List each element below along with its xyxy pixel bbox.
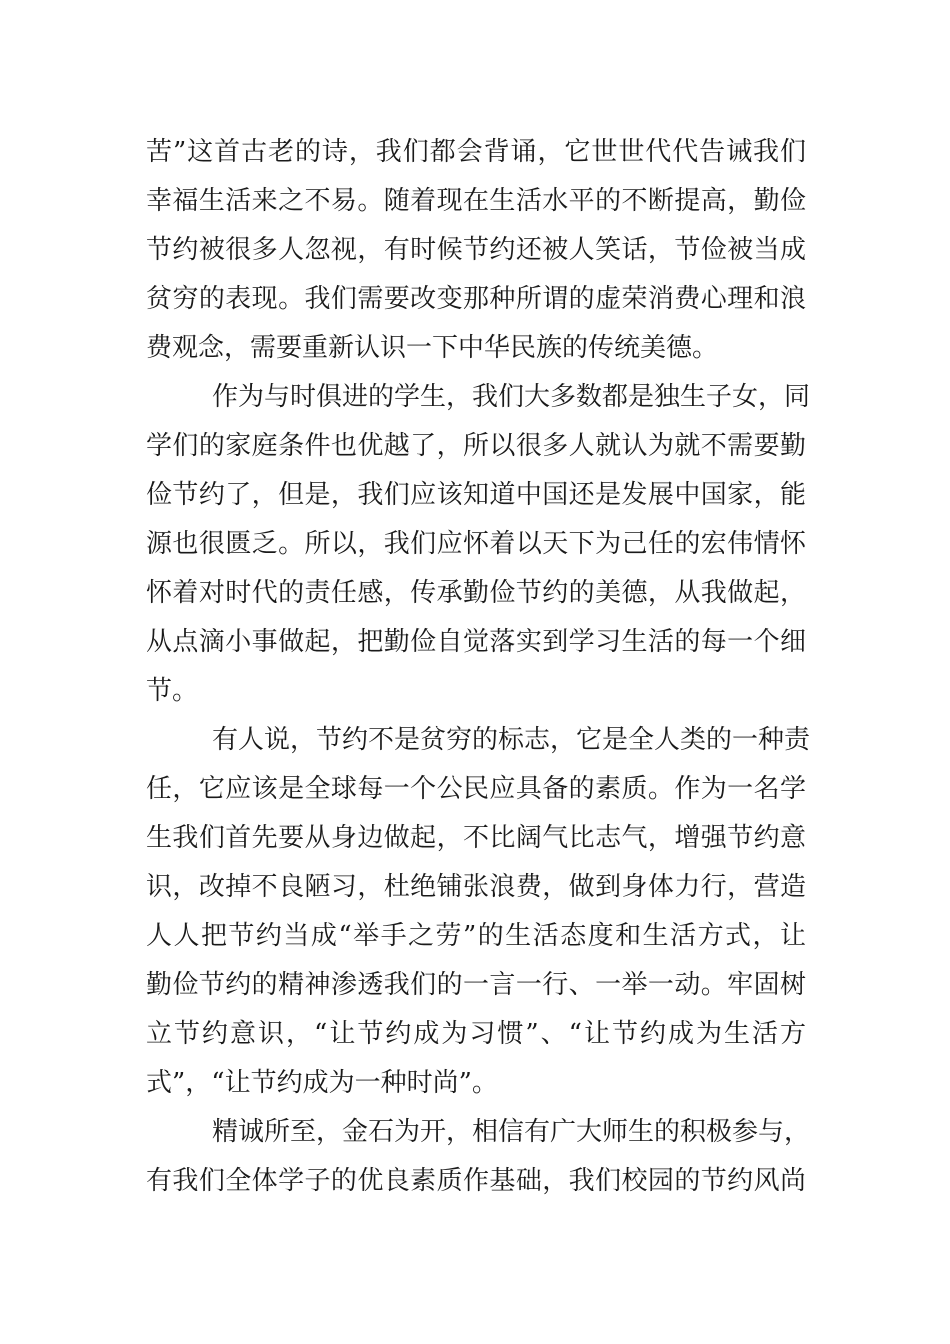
text-line: 识，改掉不良陋习，杜绝铺张浪费，做到身体力行，营造 <box>146 872 806 902</box>
text-line: 人人把节约当成“举手之劳”的生活态度和生活方式，让 <box>146 921 806 951</box>
text-line: 有人说，节约不是贫穷的标志，它是全人类的一种责 <box>212 725 811 755</box>
text-line: 源也很匮乏。所以，我们应怀着以天下为己任的宏伟情怀 <box>146 529 806 559</box>
text-line: 作为与时俱进的学生，我们大多数都是独生子女，同 <box>212 382 811 412</box>
text-line: 费观念，需要重新认识一下中华民族的传统美德。 <box>146 333 719 363</box>
text-line: 立节约意识，“让节约成为习惯”、“让节约成为生活方 <box>146 1019 806 1049</box>
text-line: 生我们首先要从身边做起，不比阔气比志气，增强节约意 <box>146 823 806 853</box>
text-line: 式”，“让节约成为一种时尚”。 <box>146 1068 498 1098</box>
text-line: 节约被很多人忽视，有时候节约还被人笑话，节俭被当成 <box>146 235 806 265</box>
text-line: 贫穷的表现。我们需要改变那种所谓的虚荣消费心理和浪 <box>146 284 806 314</box>
text-line: 精诚所至，金石为开，相信有广大师生的积极参与， <box>212 1117 811 1147</box>
text-line: 苦”这首古老的诗，我们都会背诵，它世世代代告诫我们 <box>146 137 806 167</box>
text-line: 俭节约了，但是，我们应该知道中国还是发展中国家，能 <box>146 480 806 510</box>
text-line: 任，它应该是全球每一个公民应具备的素质。作为一名学 <box>146 774 806 804</box>
text-line: 学们的家庭条件也优越了，所以很多人就认为就不需要勤 <box>146 431 806 461</box>
text-line: 从点滴小事做起，把勤俭自觉落实到学习生活的每一个细 <box>146 627 806 657</box>
text-line: 勤俭节约的精神渗透我们的一言一行、一举一动。牢固树 <box>146 970 806 1000</box>
document-body <box>146 128 811 1206</box>
text-line: 有我们全体学子的优良素质作基础，我们校园的节约风尚 <box>146 1166 806 1196</box>
text-line: 怀着对时代的责任感，传承勤俭节约的美德，从我做起， <box>146 578 806 608</box>
text-line: 幸福生活来之不易。随着现在生活水平的不断提高，勤俭 <box>146 186 806 216</box>
text-line: 节。 <box>146 676 199 706</box>
